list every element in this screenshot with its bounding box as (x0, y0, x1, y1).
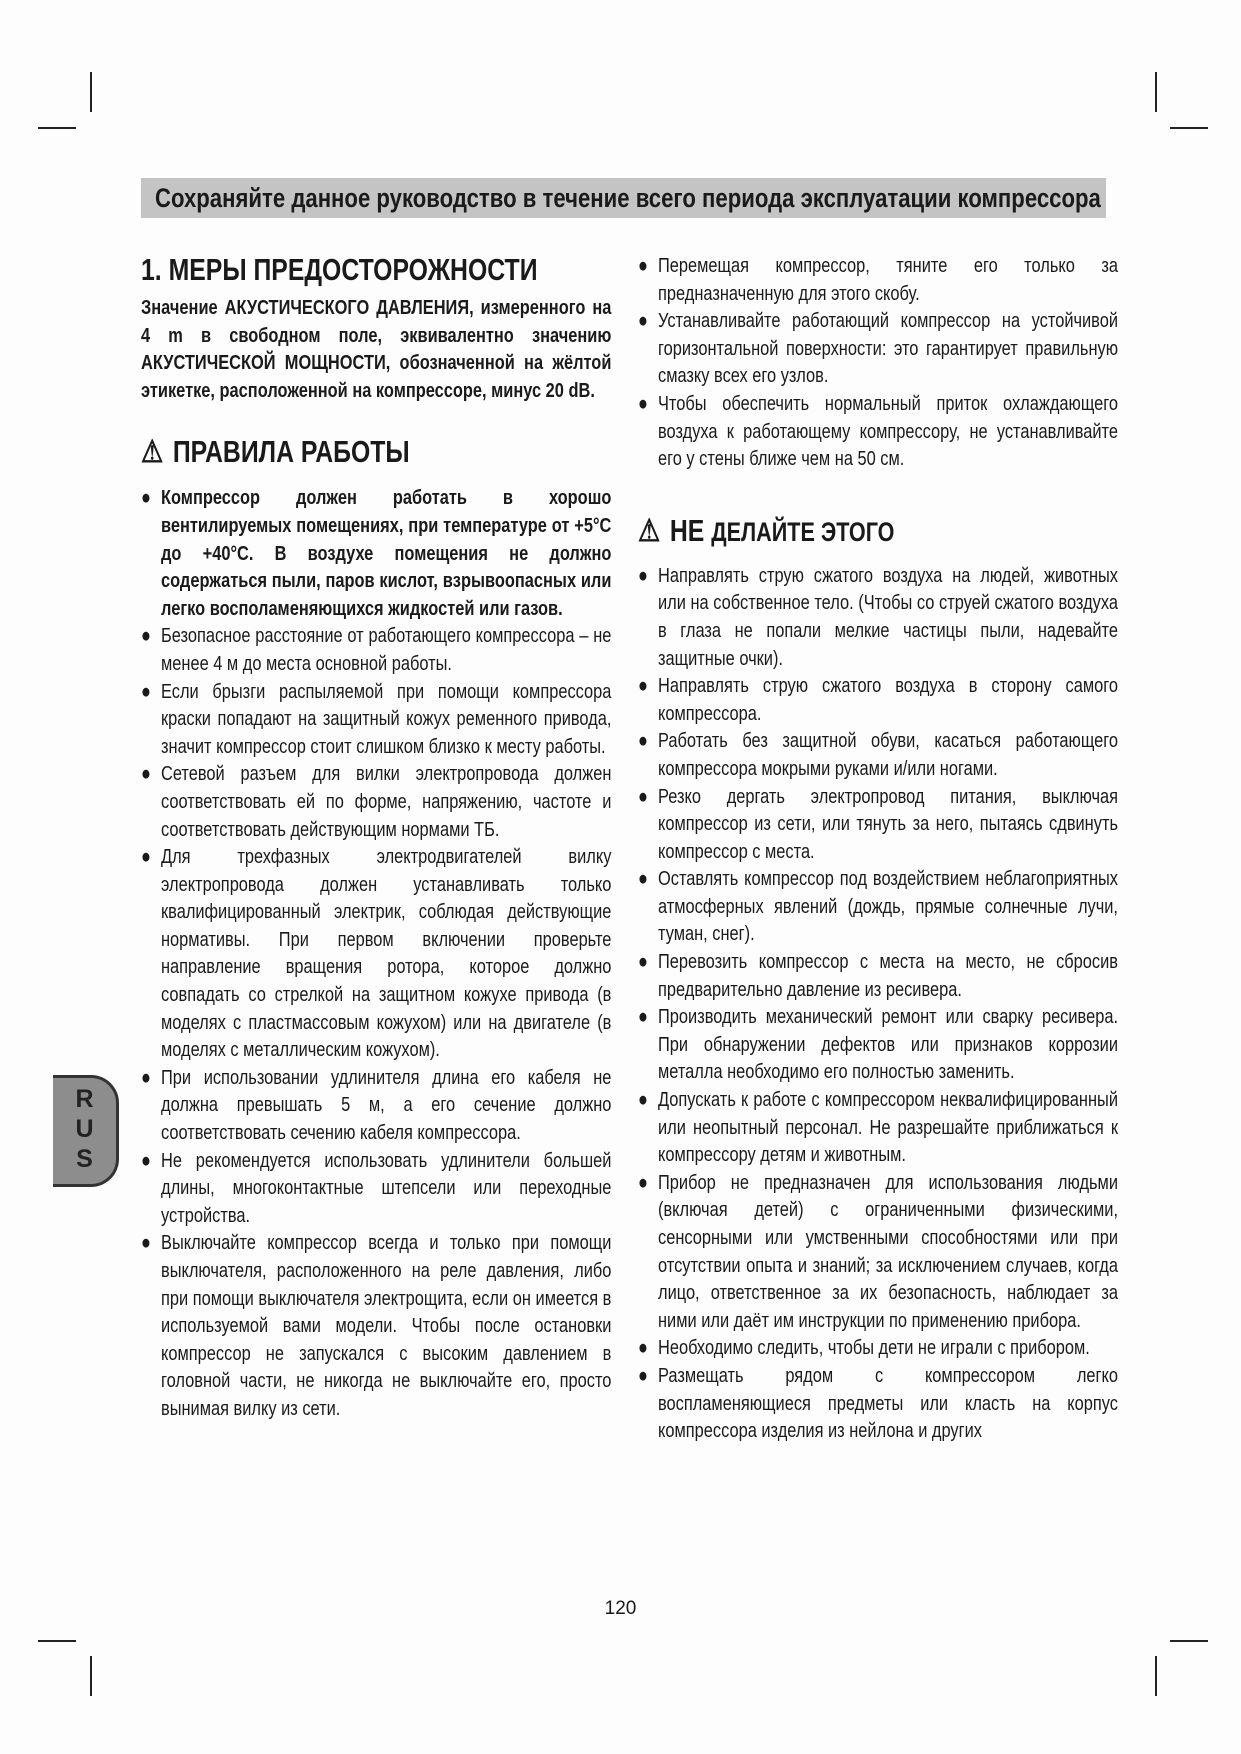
section-title: 1. МЕРЫ ПРЕДОСТОРОЖНОСТИ (141, 252, 538, 287)
crop-mark (90, 1656, 92, 1696)
rules-title (141, 434, 611, 470)
crop-mark (1170, 127, 1208, 129)
list-item: ● Допускать к работе с компрессором неквалифицированный или неопытный персонал. Не разрешайте приближаться к компрессору детям и животным. (638, 1088, 1118, 1167)
list-item: ● Оставлять компрессор под воздействием неблагоприятных атмосферных явлений (дождь, прямые солнечные лучи, туман, снег). (638, 867, 1118, 946)
dont-title (638, 513, 1118, 550)
dont-list (638, 562, 1118, 1445)
list-item: ● Производить механический ремонт или сварку ресивера. При обнаружении дефектов или признаков коррозии металла необходимо его полностью заменить. (638, 1005, 1118, 1084)
language-letter: U (75, 1115, 94, 1143)
language-tab (53, 1075, 119, 1187)
header-banner-text: Сохраняйте данное руководство в течение всего периода эксплуатации компрессора (155, 183, 1101, 213)
list-item: ● Безопасное расстояние от работающего компрессора – не менее 4 м до места основной работы. (141, 624, 612, 675)
rules-list (141, 484, 611, 1422)
list-item: ● Компрессор должен работать в хорошо вентилируемых помещениях, при температуре от +5°C до +40°C. В воздухе помещения не должно содержаться пыли, паров кислот, взрывоопасных или легко восполаменяющихся жидкостей или газов. (141, 486, 612, 620)
list-item: ● При использовании удлинителя длина его кабеля не должна превышать 5 м, а его сечение должно соответствовать сечению кабеля компрессора. (141, 1065, 612, 1145)
list-item: ● Размещать рядом с компрессором легко воспламеняющиеся предметы или класть на корпус компрессора изделия из нейлона и других (638, 1363, 1118, 1443)
list-item: ● Не рекомендуется использовать удлинители большей длины, многоконтактные штепсели или переходные устройства. (141, 1148, 612, 1227)
warning-triangle-icon: ⚠ (141, 434, 164, 470)
list-item: ● Перевозить компрессор с места на место, не сбросив предварительно давление из ресивера. (638, 950, 1118, 1001)
crop-mark (38, 1640, 76, 1642)
list-item: ● Необходимо следить, чтобы дети не играли с прибором. (638, 1336, 1090, 1360)
dont-title-rest: ДЕЛАЙТЕ ЭТОГО (711, 516, 895, 547)
page-number: 120 (604, 1598, 637, 1619)
language-letter: S (76, 1145, 93, 1173)
list-item: ● Прибор не предназначен для использования людьми (включая детей) с ограниченными физическими, сенсорными или умственными способностями или при отсутствии опыта и знаний; за исключением случаев, когда лицо, ответственное за их безопасность, наблюдает за ними или даёт им инструкции по применению прибора. (638, 1170, 1118, 1332)
section-precautions (141, 252, 611, 1423)
crop-mark (1170, 1640, 1208, 1642)
list-item: ● Сетевой разъем для вилки электропровода должен соответствовать ей по форме, напряжению, частоте и соответствовать действующим нормами ТБ. (141, 762, 612, 841)
list-item: ● Резко дергать электропровод питания, выключая компрессор из сети, или тянуть за него, пытаясь сдвинуть компрессор с места. (638, 784, 1118, 863)
crop-mark (90, 72, 92, 112)
list-item: ● Если брызги распыляемой при помощи компрессора краски попадают на защитный кожух ременного привода, значит компрессор стоит слишком близко к месту работы. (141, 679, 612, 758)
crop-mark (38, 127, 76, 129)
list-item: ● Направлять струю сжатого воздуха на людей, животных или на собственное тело. (Чтобы со струей сжатого воздуха в глаза не попали мелкие частицы пыли, надевайте защитные очки). (638, 563, 1118, 670)
crop-mark (1155, 1656, 1157, 1696)
language-letter: R (75, 1085, 94, 1113)
rules-title-text: ПРАВИЛА РАБОТЫ (172, 434, 410, 470)
header-banner (141, 178, 1106, 218)
list-item: ● Выключайте компрессор всегда и только при помощи выключателя, расположенного на реле давления, либо при помощи выключателя электрощита, если он имеется в используемой вами модели. Чтобы после остановки компрессор не запускался с высоким давлением в головной части, не никогда не выключайте его, просто вынимая вилку из сети. (141, 1231, 612, 1420)
crop-mark (1155, 72, 1157, 112)
list-item: ● Перемещая компрессор, тяните его только за предназначенную для этого скобу. (638, 254, 1118, 305)
rules-continued-list (638, 252, 1118, 473)
acoustic-note: Значение АКУСТИЧЕСКОГО ДАВЛЕНИЯ, измеренного на 4 m в свободном поле, эквивалентно значению АКУСТИЧЕСКОЙ МОЩНОСТИ, обозначенной на жёлтой этикетке, расположенной на компрессоре, минус 20 dB. (141, 296, 612, 402)
right-column (638, 252, 1118, 1445)
warning-triangle-icon: ⚠ (638, 512, 661, 548)
list-item: ● Направлять струю сжатого воздуха в сторону самого компрессора. (638, 674, 1118, 725)
dont-title-big: НЕ (669, 512, 705, 548)
list-item: ● Для трехфазных электродвигателей вилку электропровода должен устанавливать только квалифицированный электрик, соблюдая действующие нормативы. При первом включении проверьте направление вращения ротора, которое должно совпадать со стрелкой на защитном кожухе привода (в моделях с пластмассовым кожухом) или на двигателе (в моделях с металлическим кожухом). (141, 845, 612, 1062)
list-item: ● Устанавливайте работающий компрессор на устойчивой горизонтальной поверхности: это гарантирует правильную смазку всех его узлов. (638, 309, 1118, 388)
list-item: ● Работать без защитной обуви, касаться работающего компрессора мокрыми руками и/или ногами. (638, 729, 1118, 780)
list-item: ● Чтобы обеспечить нормальный приток охлаждающего воздуха к работающему компрессору, не устанавливайте его у стены ближе чем на 50 см. (638, 391, 1118, 471)
